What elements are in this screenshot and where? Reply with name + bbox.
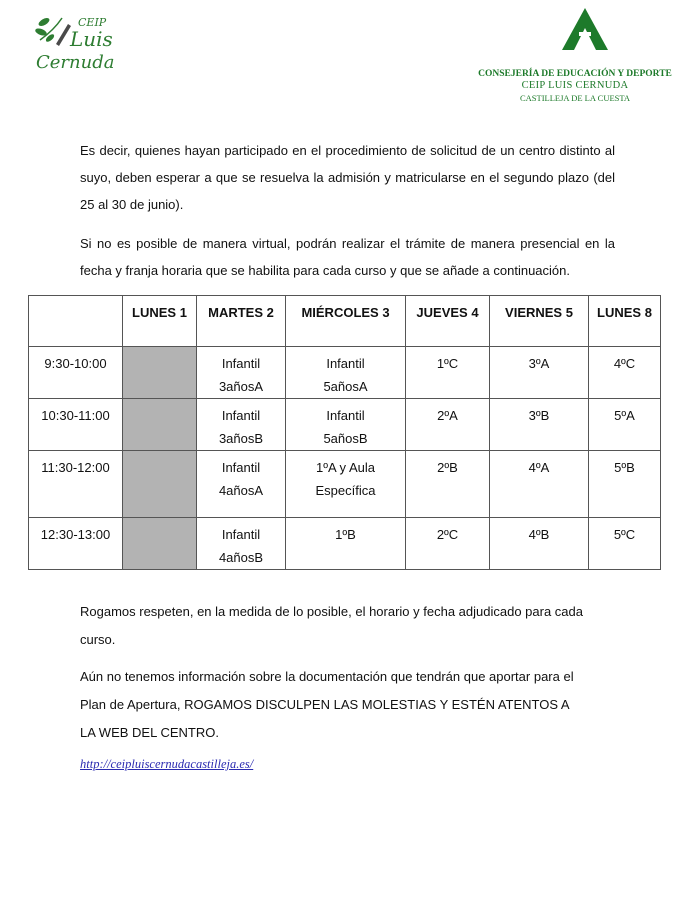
martes-cell — [197, 518, 286, 570]
cell-line: Específica — [315, 483, 376, 498]
ceip-luis-cernuda-logo — [32, 10, 132, 72]
viernes-cell: 3ºB — [490, 399, 589, 451]
paragraph-4-line-2: Plan de Apertura, ROGAMOS DISCULPEN LAS MOLESTIAS Y ESTÉN ATENTOS A — [80, 697, 570, 712]
martes-cell — [197, 347, 286, 399]
cell-line: 3añosA — [218, 379, 264, 394]
logo-text-luis: Luis — [70, 27, 113, 51]
time-cell: 9:30-10:00 — [29, 347, 123, 399]
junta-andalucia-logo — [560, 6, 610, 52]
time-cell: 11:30-12:00 — [29, 451, 123, 518]
header-miercoles-3: MIÉRCOLES 3 — [286, 296, 406, 347]
pen-icon — [56, 24, 71, 46]
org-line-2: CEIP LUIS CERNUDA — [521, 80, 629, 91]
blocked-cell — [123, 347, 197, 399]
cell-line: 5añosB — [323, 431, 368, 446]
cell-line: Infantil — [326, 356, 365, 371]
logo-text-ceip: CEIP — [78, 16, 107, 29]
martes-cell — [197, 399, 286, 451]
lunes8-cell: 5ºB — [589, 451, 661, 518]
cell-line: 1ºB — [335, 527, 356, 542]
miercoles-cell — [286, 347, 406, 399]
table-row — [29, 399, 661, 451]
paragraph-4 — [80, 663, 615, 747]
time-cell: 12:30-13:00 — [29, 518, 123, 570]
cell-line: Infantil — [221, 527, 261, 542]
table-header-row — [29, 296, 661, 347]
table-row — [29, 451, 661, 518]
paragraph-4-line-3: LA WEB DEL CENTRO. — [80, 725, 219, 740]
blocked-cell — [123, 518, 197, 570]
viernes-cell: 3ºA — [490, 347, 589, 399]
miercoles-cell — [286, 518, 406, 570]
paragraph-3: Rogamos respeten, en la medida de lo posible, el horario y fecha adjudicado para cada curso. — [80, 604, 583, 647]
header-empty — [29, 296, 123, 347]
cell-line: Infantil — [326, 408, 365, 423]
miercoles-cell — [286, 451, 406, 518]
org-line-3: CASTILLEJA DE LA CUESTA — [519, 93, 631, 103]
table-row — [29, 518, 661, 570]
jueves-cell: 2ºA — [406, 399, 490, 451]
cell-line: Infantil — [221, 460, 261, 475]
paragraph-2: Si no es posible de manera virtual, podrán realizar el trámite de manera presencial en la fecha y franja horaria que se habilita para cada curso y que se añade a continuación. — [80, 236, 615, 278]
table-row — [29, 347, 661, 399]
header-martes-2: MARTES 2 — [197, 296, 286, 347]
jueves-cell: 1ºC — [406, 347, 490, 399]
cell-line: 5añosA — [323, 379, 368, 394]
jueves-cell: 2ºC — [406, 518, 490, 570]
paragraph-4-line-1: Aún no tenemos información sobre la documentación que tendrán que aportar para el — [80, 669, 574, 684]
header-viernes-5: VIERNES 5 — [490, 296, 589, 347]
viernes-cell: 4ºA — [490, 451, 589, 518]
schedule-table — [28, 295, 661, 570]
viernes-cell: 4ºB — [490, 518, 589, 570]
organization-header — [470, 68, 680, 104]
header-lunes-8: LUNES 8 — [589, 296, 661, 347]
blocked-cell — [123, 399, 197, 451]
header-lunes-1: LUNES 1 — [123, 296, 197, 347]
martes-cell — [197, 451, 286, 518]
time-cell: 10:30-11:00 — [29, 399, 123, 451]
lunes8-cell: 5ºA — [589, 399, 661, 451]
cell-line: 3añosB — [218, 431, 264, 446]
cell-line: Infantil — [221, 356, 261, 371]
cell-line: Infantil — [221, 408, 261, 423]
paragraph-1: Es decir, quienes hayan participado en el procedimiento de solicitud de un centro distinto al suyo, deben esperar a que se resuelva la admisión y matricularse en el segundo plazo (del 25 al 30 de junio). — [80, 143, 615, 212]
school-website-link[interactable]: http://ceipluiscernudacastilleja.es/ — [80, 757, 254, 771]
leaf-icon — [34, 16, 62, 43]
jueves-cell: 2ºB — [406, 451, 490, 518]
lunes8-cell: 5ºC — [589, 518, 661, 570]
org-line-1: CONSEJERÍA DE EDUCACIÓN Y DEPORTE — [478, 69, 672, 79]
cell-line: 4añosA — [218, 483, 264, 498]
cell-line: 1ºA y Aula — [316, 460, 375, 475]
logo-text-cernuda: Cernuda — [36, 52, 115, 72]
cell-line: 4añosB — [218, 550, 264, 565]
miercoles-cell — [286, 399, 406, 451]
lunes8-cell: 4ºC — [589, 347, 661, 399]
blocked-cell — [123, 451, 197, 518]
header-jueves-4: JUEVES 4 — [406, 296, 490, 347]
